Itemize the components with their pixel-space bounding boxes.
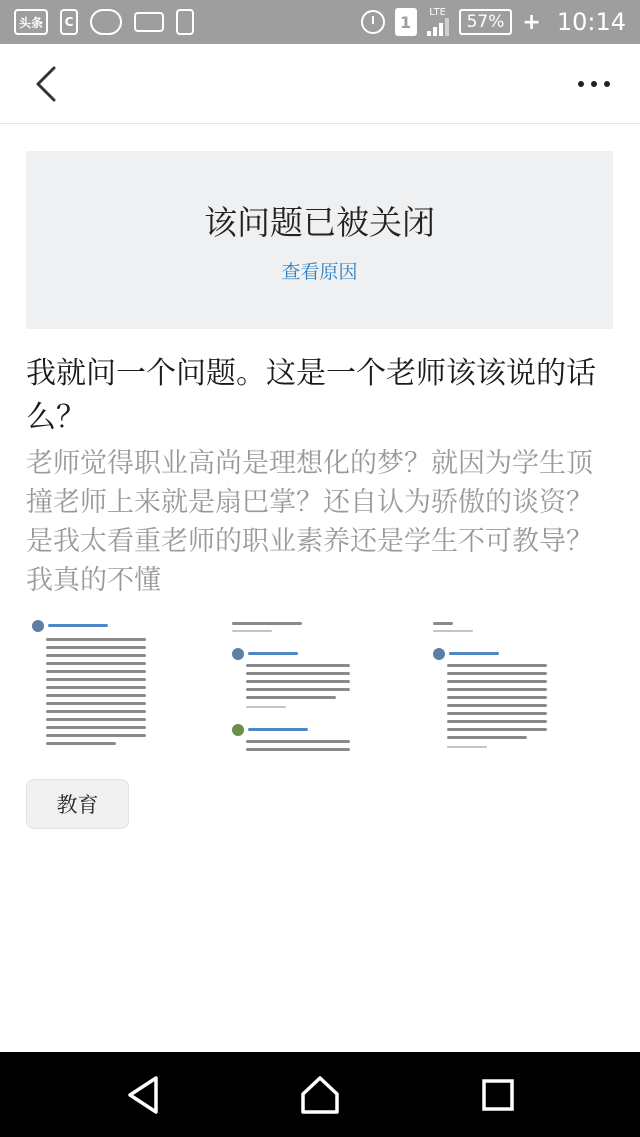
signal-icon	[427, 8, 449, 36]
square-recents-icon	[475, 1072, 521, 1118]
question-images	[26, 614, 613, 759]
topic-tag[interactable]: 教育	[26, 779, 129, 829]
more-dots-icon	[578, 81, 584, 87]
system-recents-button[interactable]	[475, 1072, 521, 1118]
home-icon	[297, 1072, 343, 1118]
system-home-button[interactable]	[297, 1072, 343, 1118]
battery-indicator: 57%	[459, 9, 513, 35]
triangle-back-icon	[120, 1072, 166, 1118]
back-button[interactable]	[26, 62, 70, 106]
view-reason-link[interactable]: 查看原因	[281, 261, 358, 283]
question-description: 老师觉得职业高尚是理想化的梦？就因为学生顶撞老师上来就是扇巴掌？还自认为骄傲的谈资？是我太看重老师的职业素养还是学生不可教导？我真的不懂	[26, 448, 593, 596]
top-nav-bar	[0, 44, 640, 124]
chevron-left-icon	[26, 62, 70, 106]
sim-slot-indicator: 1	[395, 8, 417, 36]
more-dot	[604, 81, 610, 87]
image-thumbnail-3[interactable]	[429, 614, 613, 759]
status-bar	[0, 0, 640, 44]
more-dot	[591, 81, 597, 87]
clock-time: 10:14	[556, 8, 626, 36]
image-thumbnail-2[interactable]	[228, 614, 412, 759]
sim-manager-icon	[176, 9, 194, 35]
wechat-icon	[90, 9, 122, 35]
more-options-button[interactable]	[572, 62, 616, 106]
image-thumbnail-1[interactable]	[26, 614, 210, 759]
browser-icon: C	[60, 9, 78, 35]
system-navigation-bar	[0, 1052, 640, 1137]
alarm-icon	[361, 10, 385, 34]
toutiao-icon: 头条	[14, 9, 48, 35]
closed-notice-title: 该问题已被关闭	[204, 203, 435, 242]
charging-icon: +	[522, 9, 541, 35]
card-icon	[134, 12, 164, 32]
question-title: 我就问一个问题。这是一个老师该该说的话么？	[26, 356, 596, 435]
question-closed-notice	[26, 151, 613, 329]
status-bar-system	[361, 6, 626, 38]
network-type-label: LTE	[429, 7, 446, 18]
status-bar-notifications	[14, 6, 194, 38]
system-back-button[interactable]	[120, 1072, 166, 1118]
